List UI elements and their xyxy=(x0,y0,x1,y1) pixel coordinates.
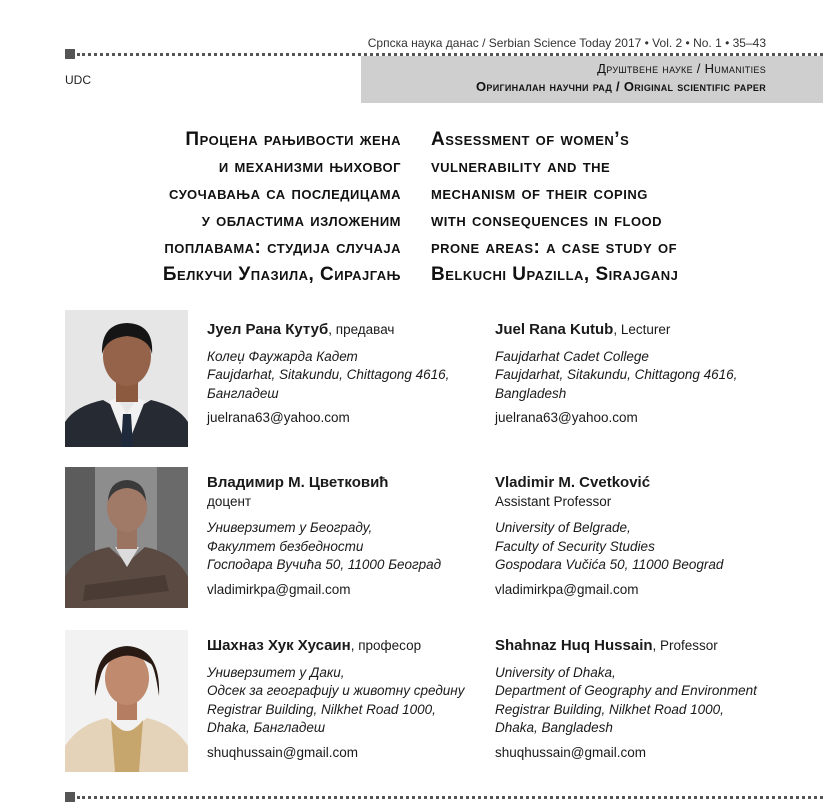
affiliation-line: University of Belgrade, xyxy=(495,520,631,535)
author-role: , професор xyxy=(350,638,422,653)
affiliation-line: Универзитет у Даки, xyxy=(207,664,345,680)
author-affiliation xyxy=(207,348,497,404)
title-en-line: with consequences in flood xyxy=(431,210,663,231)
author-email[interactable]: vladimirkpa@gmail.com xyxy=(495,581,639,597)
author-role: , предавач xyxy=(328,322,395,337)
title-serbian xyxy=(95,126,401,288)
bottom-rule-square xyxy=(65,792,75,802)
author-email[interactable]: vladimirkpa@gmail.com xyxy=(207,581,351,597)
paper-type-label: Оригиналан научни рад / Original scientific paper xyxy=(475,79,766,94)
affiliation-line: Faujdarhat, Sitakundu, Chittagong 4616, xyxy=(207,367,450,382)
top-rule-square xyxy=(65,49,75,59)
author-name: Vladimir M. Cvetković xyxy=(495,474,651,491)
affiliation-line: Dhaka, Бангладеш xyxy=(207,720,326,735)
affiliation-line: Факултет безбедности xyxy=(207,538,364,554)
field-label: Друштвене науке / Humanities xyxy=(597,61,766,76)
udc-label: UDC xyxy=(65,73,91,87)
title-sr-line: суочавања са последицама xyxy=(169,183,401,204)
affiliation-line: Универзитет у Београду, xyxy=(207,520,373,535)
affiliation-line: Gospodara Vučića 50, 11000 Beograd xyxy=(495,557,724,572)
affiliation-line: Бангладеш xyxy=(207,385,279,401)
author-name: Juel Rana Kutub xyxy=(495,321,614,338)
author-sr-1 xyxy=(207,321,497,428)
author-photo xyxy=(65,310,188,447)
author-name: Владимир М. Цветковић xyxy=(207,474,389,491)
affiliation-line: Bangladesh xyxy=(495,385,567,401)
author-sr-2 xyxy=(207,474,497,599)
title-english xyxy=(431,126,791,288)
author-photo xyxy=(65,630,188,772)
author-email[interactable]: shuqhussain@gmail.com xyxy=(207,744,359,760)
author-role: , Professor xyxy=(652,638,718,653)
author-email[interactable]: juelrana63@yahoo.com xyxy=(495,410,638,425)
author-email[interactable]: shuqhussain@gmail.com xyxy=(495,744,647,760)
affiliation-line: University of Dhaka, xyxy=(495,664,616,680)
category-banner xyxy=(361,56,823,103)
author-role: доцент xyxy=(207,493,252,509)
affiliation-line: Department of Geography and Environment xyxy=(495,683,757,698)
journal-line: Српска наука данас / Serbian Science Today 2017 • Vol. 2 • No. 1 • 35–43 xyxy=(367,36,766,50)
affiliation-line: Registrar Building, Nilkhet Road 1000, xyxy=(495,701,724,717)
author-affiliation xyxy=(207,519,497,575)
author-affiliation xyxy=(495,348,785,404)
affiliation-line: Faujdarhat, Sitakundu, Chittagong 4616, xyxy=(495,367,738,382)
title-en-line: prone areas: a case study of xyxy=(431,237,678,258)
title-en-line: vulnerability and the xyxy=(431,156,611,177)
author-en-2 xyxy=(495,474,785,599)
author-en-3 xyxy=(495,637,785,762)
title-sr-line: Белкучи Упазила, Сирајгањ xyxy=(162,264,401,285)
title-en-line: mechanism of their coping xyxy=(431,183,648,204)
author-name: Шахназ Хук Хусаин xyxy=(207,637,351,654)
author-role: , Lecturer xyxy=(613,322,671,337)
title-sr-line: поплавама: студија случаја xyxy=(164,237,401,258)
author-email[interactable]: juelrana63@yahoo.com xyxy=(207,410,350,425)
affiliation-line: Registrar Building, Nilkhet Road 1000, xyxy=(207,701,436,717)
author-affiliation xyxy=(207,664,497,738)
author-name: Јуел Рана Кутуб xyxy=(207,321,329,338)
title-en-line: Belkuchi Upazilla, Sirajganj xyxy=(431,264,679,285)
author-en-1 xyxy=(495,321,785,428)
affiliation-line: Колеџ Фаужарда Кадет xyxy=(207,348,358,364)
author-affiliation xyxy=(495,664,785,738)
affiliation-line: Faculty of Security Studies xyxy=(495,538,655,554)
affiliation-line: Faujdarhat Cadet College xyxy=(495,348,649,364)
title-sr-line: Процена рањивости жена xyxy=(185,129,401,150)
title-sr-line: и механизми њиховог xyxy=(218,156,401,177)
author-name: Shahnaz Huq Hussain xyxy=(495,637,653,654)
affiliation-line: Господара Вучића 50, 11000 Београд xyxy=(207,557,442,572)
author-role: Assistant Professor xyxy=(495,493,612,509)
bottom-dotted-rule xyxy=(77,796,823,799)
title-en-line: Assessment of women’s xyxy=(431,129,630,150)
author-affiliation xyxy=(495,519,785,575)
title-sr-line: у областима изложеним xyxy=(201,210,401,231)
author-photo xyxy=(65,467,188,608)
affiliation-line: Dhaka, Bangladesh xyxy=(495,720,613,735)
affiliation-line: Одсек за географију и животну средину xyxy=(207,683,465,698)
author-sr-3 xyxy=(207,637,497,762)
